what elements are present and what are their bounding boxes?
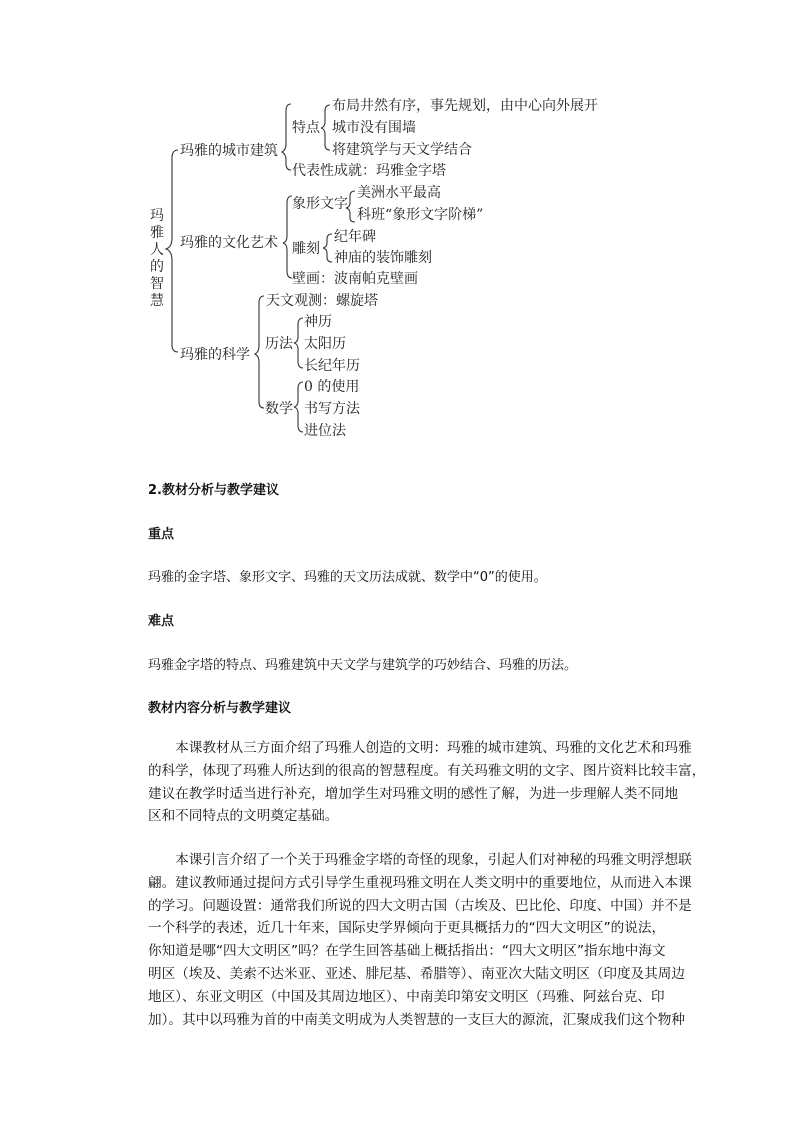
script-label: 象形文字 <box>292 196 348 212</box>
calendar-brace <box>294 318 303 368</box>
science-label: 玛雅的科学 <box>180 347 250 363</box>
paragraph-line: 一个科学的表述，近几十年来，国际史学界倾向于更具概括力的“四大文明区”的说法， <box>148 920 666 937</box>
city-architecture-label: 玛雅的城市建筑 <box>180 143 278 159</box>
astronomy-item: 天文观测：螺旋塔 <box>266 293 378 309</box>
city-features-label: 特点 <box>292 120 320 136</box>
paragraph-line: 地区）、东亚文明区（中国及其周边地区）、中南美印第安文明区（玛雅、阿兹台克、印 <box>148 988 665 1005</box>
calendar-item: 太阳历 <box>304 336 346 352</box>
city-achievement: 代表性成就：玛雅金字塔 <box>292 163 446 179</box>
city-feature-item: 城市没有围墙 <box>332 120 416 136</box>
sculpture-brace <box>323 234 332 262</box>
paragraph-line: 的科学，体现了玛雅人所达到的很高的智慧程度。有关玛雅文明的文字、图片资料比较丰富， <box>148 762 706 779</box>
calendar-label: 历法 <box>265 336 293 352</box>
paragraph-line: 加）。其中以玛雅为首的中南美文明成为人类智慧的一支巨大的源流，汇聚成我们这个物种 <box>148 1011 685 1028</box>
paragraph-line: 你知道是哪“四大文明区”吗？在学生回答基础上概括指出：“四大文明区”指东地中海文 <box>148 943 666 960</box>
section-title: 2.教材分析与教学建议 <box>148 483 279 498</box>
script-item: 科班“象形文字阶梯” <box>357 207 484 223</box>
mural-item: 壁画：波南帕克壁画 <box>292 271 418 287</box>
paragraph-line: 明区（埃及、美索不达米亚、亚述、腓尼基、希腊等）、南亚次大陆文明区（印度及其周边 <box>148 965 685 982</box>
features-brace <box>321 105 330 150</box>
paragraph-line: 的学习。问题设置：通常我们所说的四大文明古国（古埃及、巴比伦、印度、中国）并不是 <box>148 897 692 914</box>
calendar-item: 长纪年历 <box>304 358 360 374</box>
city-feature-item: 布局井然有序，事先规划，由中心向外展开 <box>332 98 598 114</box>
city-brace <box>282 104 291 170</box>
paragraph-line: 本课引言介绍了一个关于玛雅金字塔的奇怪的现象，引起人们对神秘的玛雅文明浮想联 <box>148 852 692 868</box>
key-points-heading: 重点 <box>148 527 175 542</box>
difficulties-heading: 难点 <box>148 614 175 629</box>
root-brace <box>166 150 178 352</box>
analysis-paragraph-1 <box>148 737 706 828</box>
diagram-root-label: 玛雅人的智慧 <box>150 208 164 309</box>
knowledge-structure-diagram <box>0 0 794 460</box>
key-points-text: 玛雅的金字塔、象形文字、玛雅的天文历法成就、数学中“0”的使用。 <box>148 570 547 585</box>
analysis-heading: 教材内容分析与教学建议 <box>148 701 292 716</box>
sculpture-item: 纪年碑 <box>334 229 376 245</box>
culture-art-label: 玛雅的文化艺术 <box>180 235 278 251</box>
paragraph-line: 本课教材从三方面介绍了玛雅人创造的文明：玛雅的城市建筑、玛雅的文化艺术和玛雅 <box>148 740 692 756</box>
math-brace <box>294 382 303 432</box>
math-item: 进位法 <box>304 423 346 439</box>
brace-lines <box>0 0 794 460</box>
paragraph-line: 建议在教学时适当进行补充，增加学生对玛雅文明的感性了解，为进一步理解人类不同地 <box>148 785 679 802</box>
paragraph-line: 翩。建议教师通过提问方式引导学生重视玛雅文明在人类文明中的重要地位，从而进入本课 <box>148 874 692 891</box>
calendar-item: 神历 <box>304 314 332 330</box>
culture-brace <box>283 196 292 278</box>
difficulties-text: 玛雅金字塔的特点、玛雅建筑中天文学与建筑学的巧妙结合、玛雅的历法。 <box>148 658 578 673</box>
math-item: 书写方法 <box>304 401 360 417</box>
math-item: 0 的使用 <box>304 379 360 395</box>
sculpture-label: 雕刻 <box>292 241 320 257</box>
math-label: 数学 <box>265 401 293 417</box>
analysis-paragraph-2 <box>148 849 692 1031</box>
city-feature-item: 将建筑学与天文学结合 <box>332 142 472 158</box>
script-item: 美洲水平最高 <box>357 185 441 201</box>
paragraph-line: 区和不同特点的文明奠定基础。 <box>148 808 339 825</box>
science-brace <box>255 296 264 408</box>
sculpture-item: 神庙的装饰雕刻 <box>334 250 432 266</box>
